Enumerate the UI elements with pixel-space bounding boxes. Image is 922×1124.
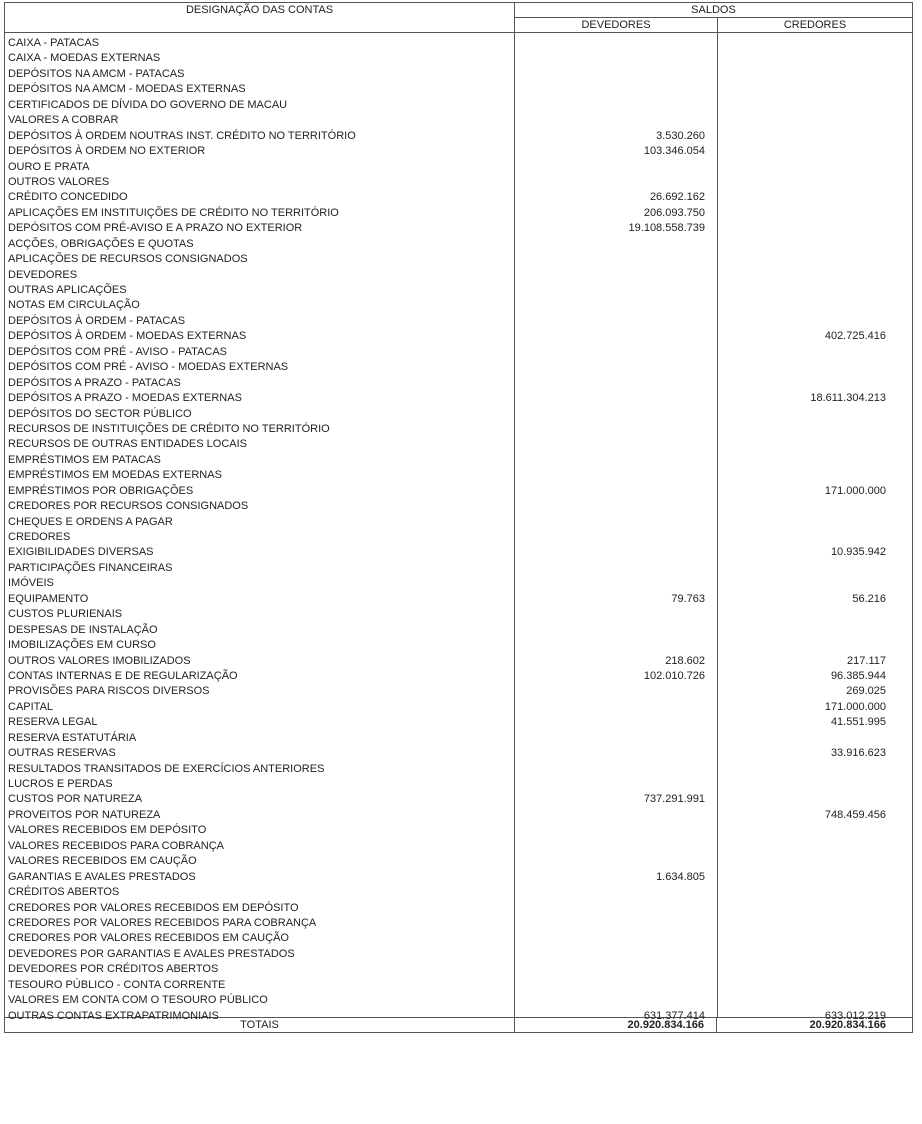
credit-value: [718, 144, 912, 159]
account-name: DESPESAS DE INSTALAÇÃO: [8, 623, 158, 636]
debit-value: 737.291.991: [643, 793, 705, 806]
credit-value: 402.725.416: [824, 330, 886, 343]
credit-value: [718, 129, 912, 144]
credit-value: [718, 437, 912, 452]
debit-value: [515, 715, 717, 730]
credit-value: 33.916.623: [830, 747, 886, 760]
credit-value: [718, 82, 912, 97]
debit-value: 631.377.414: [643, 1009, 705, 1022]
account-name: DEVEDORES: [8, 268, 78, 281]
debit-value: [515, 762, 717, 777]
credit-value: 217.117: [847, 654, 886, 667]
debit-value: [515, 978, 717, 993]
account-name: RESERVA LEGAL: [8, 716, 98, 729]
credit-value: [718, 777, 912, 792]
credit-value: [718, 268, 912, 283]
debit-value: [515, 931, 717, 946]
account-name: VALORES RECEBIDOS EM DEPÓSITO: [8, 824, 207, 837]
credit-column: [718, 33, 912, 1022]
credit-value: [718, 160, 912, 175]
account-name: OUTROS VALORES: [8, 175, 110, 188]
debit-value: [515, 314, 717, 329]
header-account: DESIGNAÇÃO DAS CONTAS: [5, 3, 515, 32]
debit-value: [515, 468, 717, 483]
credit-value: 269.025: [846, 685, 886, 698]
debit-value: [515, 422, 717, 437]
debit-value: [515, 298, 717, 313]
debit-value: [515, 283, 717, 298]
debit-value: 206.093.750: [643, 206, 705, 219]
credit-value: [718, 792, 912, 807]
debit-value: [515, 854, 717, 869]
credit-value: [718, 530, 912, 545]
account-name: PARTICIPAÇÕES FINANCEIRAS: [8, 561, 173, 574]
debit-value: 26.692.162: [649, 191, 705, 204]
credit-value: 56.216: [852, 592, 886, 605]
credit-value: [718, 190, 912, 205]
account-name: EQUIPAMENTO: [8, 592, 89, 605]
account-name: CONTAS INTERNAS E DE REGULARIZAÇÃO: [8, 669, 238, 682]
account-name: CREDORES: [8, 531, 71, 543]
credit-value: [718, 98, 912, 113]
credit-value: [718, 515, 912, 530]
debit-value: [515, 638, 717, 653]
credit-value: 10.935.942: [830, 546, 886, 559]
account-name: CRÉDITOS ABERTOS: [8, 886, 120, 899]
debit-value: [515, 36, 717, 51]
account-name: IMÓVEIS: [8, 577, 54, 590]
credit-value: [718, 422, 912, 437]
table-body: [5, 33, 912, 1022]
debit-value: [515, 376, 717, 391]
debit-value: 1.634.805: [656, 870, 705, 883]
debit-value: [515, 329, 717, 344]
debit-value: [515, 700, 717, 715]
account-name: VALORES RECEBIDOS PARA COBRANÇA: [8, 839, 224, 852]
debit-value: [515, 499, 717, 514]
account-name: ACÇÕES, OBRIGAÇÕES E QUOTAS: [8, 237, 194, 250]
credit-value: [718, 206, 912, 221]
account-name: OURO E PRATA: [8, 160, 90, 173]
debit-value: [515, 391, 717, 406]
account-name: CUSTOS PLURIENAIS: [8, 608, 123, 621]
credit-value: [718, 561, 912, 576]
debit-value: [515, 160, 717, 175]
debit-value: [515, 98, 717, 113]
credit-value: [718, 931, 912, 946]
account-name: EMPRÉSTIMOS EM MOEDAS EXTERNAS: [8, 469, 222, 482]
debit-value: [515, 684, 717, 699]
credit-value: [718, 345, 912, 360]
credit-value: [718, 468, 912, 483]
account-name: DEPÓSITOS COM PRÉ - AVISO - PATACAS: [8, 345, 228, 358]
credit-value: [718, 221, 912, 236]
debit-value: 102.010.726: [643, 669, 705, 682]
credit-value: [718, 298, 912, 313]
account-name: RECURSOS DE OUTRAS ENTIDADES LOCAIS: [8, 438, 247, 451]
debit-value: [515, 545, 717, 560]
account-name: DEPÓSITOS A PRAZO - MOEDAS EXTERNAS: [8, 392, 242, 405]
account-name: CREDORES POR RECURSOS CONSIGNADOS: [8, 500, 249, 513]
debit-value: [515, 808, 717, 823]
debit-value: [515, 175, 717, 190]
debit-value: [515, 901, 717, 916]
credit-value: [718, 360, 912, 375]
debit-value: [515, 561, 717, 576]
credit-value: [718, 854, 912, 869]
credit-value: [718, 237, 912, 252]
account-name: DEPÓSITOS À ORDEM - MOEDAS EXTERNAS: [8, 330, 247, 343]
debit-value: [515, 623, 717, 638]
account-name: CREDORES POR VALORES RECEBIDOS PARA COBRANÇA: [8, 916, 317, 929]
debit-value: [515, 82, 717, 97]
header-credit: CREDORES: [783, 19, 847, 31]
header-balances: SALDOS: [515, 3, 912, 18]
account-name: CUSTOS POR NATUREZA: [8, 793, 143, 806]
account-name: OUTRAS APLICAÇÕES: [8, 284, 127, 296]
account-name: TESOURO PÚBLICO - CONTA CORRENTE: [8, 978, 226, 991]
totals-credit: 20.920.834.166: [809, 1019, 886, 1031]
credit-value: 171.000.000: [824, 484, 886, 497]
debit-value: [515, 437, 717, 452]
debit-value: [515, 746, 717, 761]
account-name: APLICAÇÕES EM INSTITUIÇÕES DE CRÉDITO NO TERRITÓRIO: [8, 206, 339, 219]
account-column: [5, 33, 515, 1022]
account-name: VALORES RECEBIDOS EM CAUÇÃO: [8, 855, 197, 868]
debit-value: 3.530.260: [656, 129, 705, 142]
debit-column: [515, 33, 718, 1022]
totals-debit: 20.920.834.166: [515, 1018, 717, 1032]
account-name: DEPÓSITOS DO SECTOR PÚBLICO: [8, 407, 192, 420]
credit-value: 96.385.944: [830, 669, 886, 682]
header-debit: DEVEDORES: [515, 18, 718, 32]
debit-value: [515, 962, 717, 977]
debit-value: [515, 530, 717, 545]
credit-value: [718, 623, 912, 638]
credit-value: [718, 453, 912, 468]
credit-value: [718, 823, 912, 838]
credit-value: [718, 36, 912, 51]
credit-value: [718, 978, 912, 993]
account-name: DEPÓSITOS A PRAZO - PATACAS: [8, 376, 181, 389]
debit-value: [515, 515, 717, 530]
debit-value: 103.346.054: [643, 145, 705, 158]
credit-value: [718, 51, 912, 66]
credit-value: [718, 762, 912, 777]
credit-value: [718, 916, 912, 931]
debit-value: 79.763: [671, 592, 705, 605]
credit-value: 633.012.219: [824, 1009, 886, 1022]
account-name: DEVEDORES POR GARANTIAS E AVALES PRESTADOS: [8, 947, 295, 960]
debit-value: [515, 731, 717, 746]
account-name: DEPÓSITOS NA AMCM - PATACAS: [8, 67, 185, 80]
account-name: VALORES A COBRAR: [8, 114, 119, 127]
balance-table: [4, 2, 913, 1033]
debit-value: [515, 453, 717, 468]
account-name: CREDORES POR VALORES RECEBIDOS EM CAUÇÃO: [8, 932, 289, 945]
credit-value: [718, 499, 912, 514]
account-name: DEPÓSITOS COM PRÉ-AVISO E A PRAZO NO EXTERIOR: [8, 222, 303, 235]
table-header: [5, 3, 912, 33]
credit-value: [718, 175, 912, 190]
debit-value: 19.108.558.739: [628, 222, 705, 235]
account-name: CERTIFICADOS DE DÍVIDA DO GOVERNO DE MACAU: [8, 98, 288, 111]
credit-value: [718, 885, 912, 900]
debit-value: [515, 993, 717, 1008]
account-name: IMOBILIZAÇÕES EM CURSO: [8, 639, 156, 652]
credit-value: [718, 901, 912, 916]
account-name: EXIGIBILIDADES DIVERSAS: [8, 546, 154, 559]
debit-value: [515, 51, 717, 66]
credit-value: [718, 870, 912, 885]
credit-value: 171.000.000: [824, 700, 886, 713]
account-name: DEPÓSITOS COM PRÉ - AVISO - MOEDAS EXTERNAS: [8, 361, 289, 374]
debit-value: [515, 947, 717, 962]
credit-value: 41.551.995: [830, 716, 886, 729]
account-name: CREDORES POR VALORES RECEBIDOS EM DEPÓSITO: [8, 901, 299, 914]
account-name: EMPRÉSTIMOS POR OBRIGAÇÕES: [8, 484, 194, 497]
debit-value: [515, 407, 717, 422]
credit-value: [718, 283, 912, 298]
account-name: DEVEDORES POR CRÉDITOS ABERTOS: [8, 963, 219, 976]
account-name: APLICAÇÕES DE RECURSOS CONSIGNADOS: [8, 253, 248, 266]
debit-value: [515, 839, 717, 854]
account-name: DEPÓSITOS À ORDEM - PATACAS: [8, 314, 186, 327]
account-name: OUTRAS RESERVAS: [8, 747, 116, 760]
debit-value: [515, 252, 717, 267]
credit-value: [718, 113, 912, 128]
credit-value: [718, 252, 912, 267]
debit-value: [515, 268, 717, 283]
totals-label: TOTAIS: [5, 1018, 515, 1032]
credit-value: [718, 947, 912, 962]
debit-value: [515, 67, 717, 82]
debit-value: [515, 916, 717, 931]
debit-value: [515, 113, 717, 128]
credit-value: [718, 839, 912, 854]
debit-value: [515, 607, 717, 622]
credit-value: [718, 962, 912, 977]
account-name: VALORES EM CONTA COM O TESOURO PÚBLICO: [8, 994, 268, 1007]
debit-value: [515, 823, 717, 838]
debit-value: [515, 237, 717, 252]
account-name: RESERVA ESTATUTÁRIA: [8, 731, 137, 744]
credit-value: 748.459.456: [824, 808, 886, 821]
account-name: GARANTIAS E AVALES PRESTADOS: [8, 870, 196, 883]
credit-value: [718, 993, 912, 1008]
account-name: OUTRAS CONTAS EXTRAPATRIMONIAIS: [8, 1009, 219, 1022]
credit-value: [718, 638, 912, 653]
account-name: RESULTADOS TRANSITADOS DE EXERCÍCIOS ANTERIORES: [8, 762, 325, 775]
account-name: DEPÓSITOS À ORDEM NO EXTERIOR: [8, 145, 206, 158]
credit-value: [718, 576, 912, 591]
account-name: RECURSOS DE INSTITUIÇÕES DE CRÉDITO NO TERRITÓRIO: [8, 422, 330, 435]
account-name: CRÉDITO CONCEDIDO: [8, 191, 128, 204]
debit-value: [515, 576, 717, 591]
credit-value: [718, 407, 912, 422]
debit-value: [515, 777, 717, 792]
account-name: CAIXA - MOEDAS EXTERNAS: [8, 52, 161, 65]
debit-value: [515, 885, 717, 900]
credit-value: [718, 314, 912, 329]
credit-value: [718, 376, 912, 391]
account-name: NOTAS EM CIRCULAÇÃO: [8, 299, 140, 312]
account-name: EMPRÉSTIMOS EM PATACAS: [8, 453, 161, 466]
account-name: PROVISÕES PARA RISCOS DIVERSOS: [8, 685, 210, 698]
debit-value: [515, 360, 717, 375]
account-name: CAIXA - PATACAS: [8, 37, 100, 49]
debit-value: [515, 345, 717, 360]
account-name: OUTROS VALORES IMOBILIZADOS: [8, 654, 191, 667]
debit-value: [515, 484, 717, 499]
credit-value: [718, 731, 912, 746]
account-name: DEPÓSITOS À ORDEM NOUTRAS INST. CRÉDITO NO TERRITÓRIO: [8, 129, 356, 142]
debit-value: 218.602: [665, 654, 705, 667]
credit-value: [718, 607, 912, 622]
account-name: CAPITAL: [8, 700, 54, 713]
account-name: LUCROS E PERDAS: [8, 778, 113, 790]
account-name: CHEQUES E ORDENS A PAGAR: [8, 515, 173, 528]
account-name: DEPÓSITOS NA AMCM - MOEDAS EXTERNAS: [8, 83, 246, 96]
account-name: PROVEITOS POR NATUREZA: [8, 808, 161, 821]
credit-value: 18.611.304.213: [810, 392, 886, 405]
credit-value: [718, 67, 912, 82]
